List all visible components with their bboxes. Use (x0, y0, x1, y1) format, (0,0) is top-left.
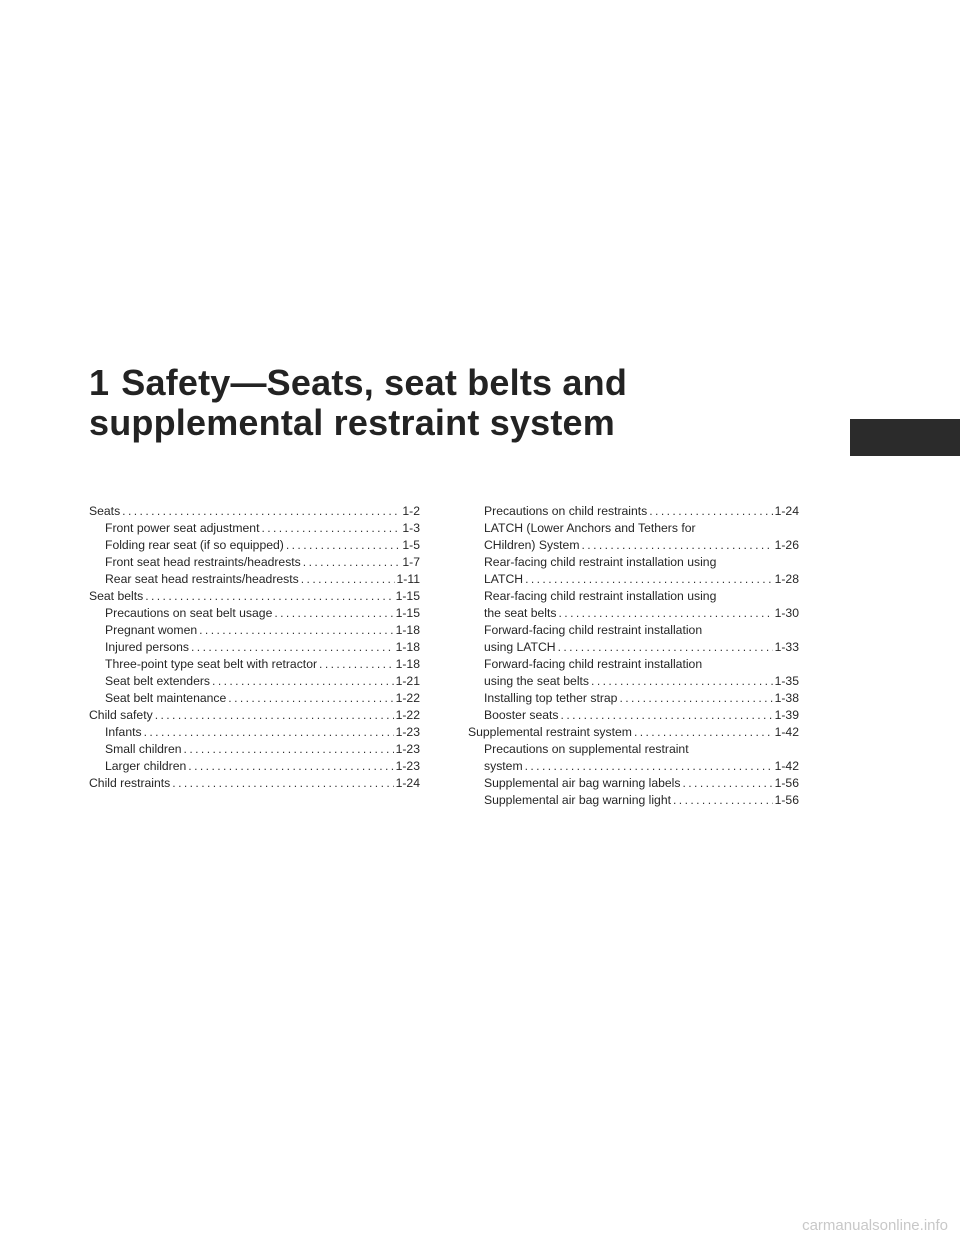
toc-entry-row (89, 741, 420, 758)
toc-item-label-start: Precautions on supplemental restraint (484, 742, 689, 756)
toc-entry-label: system (484, 759, 523, 773)
dot-leader (682, 775, 772, 792)
toc-item[interactable] (89, 622, 420, 639)
toc-entry-page: 1-5 (402, 538, 420, 552)
toc-entry-row (89, 605, 420, 622)
toc-item[interactable] (468, 690, 799, 707)
toc-entry-row (468, 571, 799, 588)
toc-item[interactable] (468, 503, 799, 520)
toc-item[interactable] (468, 622, 799, 656)
toc-entry-page: 1-35 (774, 674, 799, 688)
toc-entry-page: 1-42 (774, 725, 799, 739)
toc-entry-label: Folding rear seat (if so equipped) (105, 538, 284, 552)
toc-entry-row (89, 724, 420, 741)
toc-entry-row (468, 758, 799, 775)
toc-entry-row (89, 758, 420, 775)
toc-item[interactable] (89, 690, 420, 707)
dot-leader (172, 775, 393, 792)
dot-leader (144, 724, 394, 741)
dot-leader (274, 605, 393, 622)
toc-item-label-start: Rear-facing child restraint installation using (484, 589, 717, 603)
chapter-tab (850, 419, 960, 456)
dot-leader (261, 520, 400, 537)
toc-entry-label: LATCH (484, 572, 524, 586)
toc-entry-row (468, 605, 799, 622)
toc-entry-label: Seats (89, 504, 121, 518)
dot-leader (525, 758, 773, 775)
chapter-number: 1 (89, 362, 110, 403)
toc-entry-row (89, 673, 420, 690)
toc-item[interactable] (468, 554, 799, 588)
toc-entry-page: 1-15 (395, 606, 420, 620)
toc-entry-label: CHildren) System (484, 538, 580, 552)
toc-entry-label: using LATCH (484, 640, 556, 654)
toc-item[interactable] (89, 775, 420, 792)
toc-entry-label: Three-point type seat belt with retractor (105, 657, 318, 671)
toc-entry-label: Rear seat head restraints/headrests (105, 572, 299, 586)
toc-entry-page: 1-18 (395, 640, 420, 654)
toc-item[interactable] (89, 520, 420, 537)
toc-item[interactable] (89, 554, 420, 571)
toc-item[interactable] (89, 503, 420, 520)
dot-leader (619, 690, 772, 707)
toc-item[interactable] (89, 605, 420, 622)
toc-item[interactable] (89, 537, 420, 554)
toc-entry-row (89, 571, 420, 588)
dot-leader (228, 690, 393, 707)
toc-entry-page: 1-33 (774, 640, 799, 654)
toc-entry-page: 1-3 (402, 521, 420, 535)
toc-entry-label: Supplemental restraint system (468, 725, 632, 739)
toc-entry-label: Precautions on child restraints (484, 504, 648, 518)
dot-leader (191, 639, 394, 656)
toc-entry-label: Infants (105, 725, 142, 739)
dot-leader (634, 724, 773, 741)
toc-entry-label: Front power seat adjustment (105, 521, 260, 535)
toc-entry-label: Seat belts (89, 589, 144, 603)
toc-entry-row (468, 537, 799, 554)
toc-entry-row (89, 707, 420, 724)
toc-entry-page: 1-23 (395, 725, 420, 739)
toc-entry-row (89, 639, 420, 656)
toc-entry-label: Supplemental air bag warning labels (484, 776, 681, 790)
toc-item-label-start: Forward-facing child restraint installation (484, 657, 703, 671)
toc-item[interactable] (468, 792, 799, 809)
toc-item[interactable] (89, 639, 420, 656)
toc-entry-row (89, 503, 420, 520)
toc-entry-row (468, 503, 799, 520)
dot-leader (184, 741, 394, 758)
chapter-title (89, 363, 627, 443)
toc-entry-label: Supplemental air bag warning light (484, 793, 671, 807)
toc-item[interactable] (89, 588, 420, 605)
toc-entry-row (89, 520, 420, 537)
toc-item[interactable] (89, 673, 420, 690)
toc-entry-page: 1-22 (395, 708, 420, 722)
dot-leader (145, 588, 393, 605)
toc-entry-row (89, 588, 420, 605)
toc-entry-page: 1-23 (395, 759, 420, 773)
toc-entry-page: 1-23 (395, 742, 420, 756)
toc-item[interactable] (89, 758, 420, 775)
dot-leader (649, 503, 772, 520)
toc-entry-label: Larger children (105, 759, 187, 773)
dot-leader (591, 673, 773, 690)
toc-entry-page: 1-38 (774, 691, 799, 705)
toc-entry-label: using the seat belts (484, 674, 590, 688)
toc-entry-page: 1-24 (774, 504, 799, 518)
toc-entry-label: Child safety (89, 708, 153, 722)
toc-entry-row (468, 775, 799, 792)
toc-item[interactable] (89, 571, 420, 588)
toc-entry-row (468, 639, 799, 656)
dot-leader (582, 537, 773, 554)
dot-leader (561, 707, 773, 724)
toc-entry-page: 1-18 (395, 657, 420, 671)
toc-item[interactable] (468, 707, 799, 724)
toc-entry-row (468, 792, 799, 809)
toc-entry-row (89, 537, 420, 554)
toc-item[interactable] (468, 520, 799, 554)
toc-entry-row (89, 554, 420, 571)
chapter-title-text-1: Safety—Seats, seat belts and (121, 362, 628, 403)
chapter-title-line-2: supplemental restraint system (89, 402, 615, 443)
toc-entry-label: Precautions on seat belt usage (105, 606, 273, 620)
toc-entry-label: Pregnant women (105, 623, 198, 637)
toc-entry-page: 1-21 (395, 674, 420, 688)
toc-entry-page: 1-24 (395, 776, 420, 790)
dot-leader (525, 571, 773, 588)
toc-entry-label: Small children (105, 742, 182, 756)
toc-item[interactable] (89, 741, 420, 758)
toc-entry-page: 1-56 (774, 776, 799, 790)
dot-leader (673, 792, 773, 809)
toc-item[interactable] (468, 741, 799, 775)
toc-item[interactable] (468, 724, 799, 741)
toc-entry-label: Front seat head restraints/headrests (105, 555, 301, 569)
toc-entry-label: Child restraints (89, 776, 171, 790)
toc-entry-page: 1-7 (402, 555, 420, 569)
dot-leader (559, 605, 773, 622)
toc-entry-page: 1-42 (774, 759, 799, 773)
dot-leader (319, 656, 394, 673)
toc-entry-row (89, 656, 420, 673)
dot-leader (155, 707, 394, 724)
toc-entry-row (89, 690, 420, 707)
toc-entry-row (89, 622, 420, 639)
toc-entry-page: 1-56 (774, 793, 799, 807)
toc-entry-label: Injured persons (105, 640, 190, 654)
dot-leader (301, 571, 395, 588)
dot-leader (188, 758, 393, 775)
dot-leader (122, 503, 400, 520)
dot-leader (286, 537, 401, 554)
toc-entry-page: 1-28 (774, 572, 799, 586)
toc-entry-page: 1-11 (396, 572, 420, 586)
toc-left-column (89, 503, 420, 792)
toc-entry-row (89, 775, 420, 792)
toc-entry-page: 1-26 (774, 538, 799, 552)
dot-leader (199, 622, 393, 639)
toc-item[interactable] (89, 707, 420, 724)
dot-leader (303, 554, 401, 571)
toc-item[interactable] (89, 656, 420, 673)
watermark: carmanualsonline.info (802, 1217, 948, 1234)
toc-entry-label: Booster seats (484, 708, 559, 722)
toc-entry-page: 1-39 (774, 708, 799, 722)
chapter-title-line-1 (89, 363, 627, 403)
toc-entry-label: Seat belt maintenance (105, 691, 227, 705)
toc-entry-label: Seat belt extenders (105, 674, 211, 688)
toc-entry-row (468, 673, 799, 690)
toc-entry-page: 1-15 (395, 589, 420, 603)
toc-item[interactable] (468, 775, 799, 792)
toc-item-label-start: Forward-facing child restraint installation (484, 623, 703, 637)
dot-leader (212, 673, 394, 690)
toc-item[interactable] (89, 724, 420, 741)
toc-entry-page: 1-2 (402, 504, 420, 518)
toc-item[interactable] (468, 656, 799, 690)
toc-entry-row (468, 690, 799, 707)
dot-leader (558, 639, 773, 656)
toc-right-column (468, 503, 799, 809)
toc-entry-row (468, 707, 799, 724)
toc-item-label-start: LATCH (Lower Anchors and Tethers for (484, 521, 696, 535)
toc-entry-row (468, 724, 799, 741)
toc-entry-label: Installing top tether strap (484, 691, 618, 705)
toc-entry-page: 1-22 (395, 691, 420, 705)
toc-item-label-start: Rear-facing child restraint installation using (484, 555, 717, 569)
toc-entry-page: 1-18 (395, 623, 420, 637)
toc-entry-label: the seat belts (484, 606, 557, 620)
toc-item[interactable] (468, 588, 799, 622)
toc-entry-page: 1-30 (774, 606, 799, 620)
